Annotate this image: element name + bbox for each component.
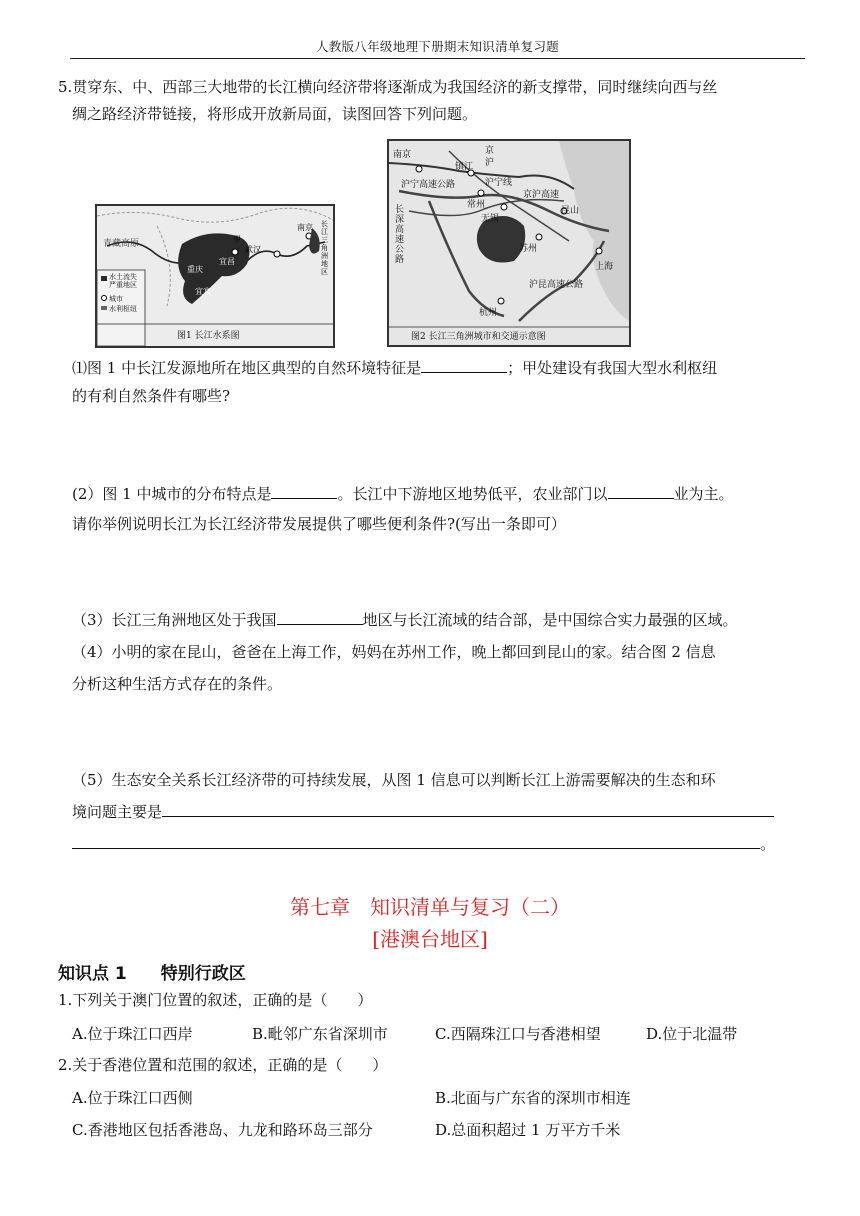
- fig1-legend-dam: 水利枢纽: [109, 305, 137, 313]
- header-divider: [70, 58, 805, 59]
- fig2-label-huning-line: 沪宁线: [485, 178, 513, 188]
- fig2-label-hu: 沪: [485, 158, 495, 168]
- fig1-label-chongqing: 重庆: [187, 265, 203, 274]
- q5s-text-line2: 境问题主要是: [72, 802, 774, 822]
- fig2-label-ningzhen-highway: 沪宁高速公路: [401, 180, 456, 190]
- mc2-option-c[interactable]: C.香港地区包括香港岛、九龙和路环岛三部分: [72, 1121, 373, 1139]
- mc1-stem: 1.下列关于澳门位置的叙述，正确的是（ ）: [58, 991, 373, 1009]
- q2-text-line1: (2）图 1 中城市的分布特点是 。长江中下游地区地势低平，农业部门以 业为主。: [72, 485, 734, 503]
- figure-2-delta-transport-map: [387, 139, 631, 347]
- q3-text: （3）长江三角洲地区处于我国 地区与长江流域的结合部，是中国综合实力最强的区域。: [72, 611, 738, 629]
- fig2-label-hukun-highway: 沪昆高速公路: [529, 280, 584, 290]
- q2-blank-2: [608, 484, 674, 499]
- mc2-stem: 2.关于香港位置和范围的叙述，正确的是（ ）: [58, 1056, 388, 1074]
- fig1-legend-city: 城市: [109, 295, 123, 303]
- mc1-option-d[interactable]: D.位于北温带: [646, 1025, 738, 1043]
- q5s-blank-1: [162, 802, 774, 817]
- fig1-caption: 图1 长江水系图: [177, 331, 240, 341]
- fig2-label-jing: 京: [485, 146, 495, 156]
- mc2-option-a[interactable]: A.位于珠江口西侧: [72, 1089, 193, 1107]
- q5-intro-line2: 绸之路经济带链接，将形成开放新局面，读图回答下列问题。: [72, 105, 478, 123]
- q2-blank-1: [271, 484, 337, 499]
- fig1-label-plateau: 青藏高原: [103, 239, 140, 249]
- q1-text-line1: ⑴图 1 中长江发源地所在地区典型的自然环境特征是 ；甲处建设有我国大型水利枢纽: [72, 359, 718, 377]
- q5s-text-line3: 。: [72, 834, 775, 854]
- fig1-label-yichang: 宜昌: [219, 257, 235, 266]
- fig2-caption: 图2 长江三角洲城市和交通示意图: [411, 332, 546, 342]
- mc1-option-b[interactable]: B.毗邻广东省深圳市: [252, 1025, 388, 1043]
- fig2-label-suzhou: 苏州: [519, 244, 538, 254]
- fig2-label-changzhou: 常州: [467, 200, 486, 210]
- fig1-label-delta: 长江三角洲地区: [321, 220, 328, 276]
- q2-text-line2: 请你举例说明长江为长江经济带发展提供了哪些便利条件?(写出一条即可）: [72, 515, 566, 533]
- q4-text-line1: （4）小明的家在昆山，爸爸在上海工作，妈妈在苏州工作，晚上都回到昆山的家。结合图 2 信息: [72, 643, 716, 661]
- q4-text-line2: 分析这种生活方式存在的条件。: [72, 675, 283, 693]
- q3-blank: [277, 610, 363, 625]
- q1-blank: [421, 358, 507, 373]
- fig2-label-jinghu-highway: 京沪高速: [523, 190, 560, 200]
- fig1-label-jia: 甲: [233, 235, 241, 244]
- figure-1-yangtze-map: [95, 204, 335, 348]
- fig2-label-zhenjiang: 镇江: [455, 162, 474, 172]
- fig2-label-shanghai: 上海: [595, 262, 614, 272]
- mc1-option-a[interactable]: A.位于珠江口西岸: [72, 1025, 193, 1043]
- fig1-label-wuhan: 武汉: [245, 245, 261, 254]
- fig1-label-yibin: 宜宾: [195, 287, 211, 296]
- chapter-title: 第七章 知识清单与复习（二）: [290, 895, 570, 919]
- fig2-label-nanjing: 南京: [393, 150, 412, 160]
- fig2-label-wuxi: 无锡: [481, 214, 500, 224]
- q5-intro-line1: 5.贯穿东、中、西部三大地带的长江横向经济带将逐渐成为我国经济的新支撑带，同时继续向西与丝: [58, 78, 718, 96]
- q5s-text-line1: （5）生态安全关系长江经济带的可持续发展，从图 1 信息可以判断长江上游需要解决的生态和环: [72, 771, 716, 789]
- knowledge-point-heading: 知识点 1 特别行政区: [58, 964, 246, 984]
- q1-text-line2: 的有利自然条件有哪些?: [72, 387, 231, 405]
- mc2-option-d[interactable]: D.总面积超过 1 万平方千米: [435, 1121, 621, 1139]
- q5s-blank-2: [72, 834, 760, 849]
- mc1-option-c[interactable]: C.西隔珠江口与香港相望: [435, 1025, 601, 1043]
- fig2-label-hangzhou: 杭州: [479, 308, 498, 318]
- page-header: 人教版八年级地理下册期末知识清单复习题: [315, 39, 560, 54]
- fig1-label-nanjing: 南京: [297, 223, 313, 232]
- chapter-subtitle: [港澳台地区]: [372, 927, 488, 951]
- fig1-legend-soil-loss: 水土流失严重地区: [109, 273, 137, 289]
- fig2-label-changshen-highway: 长深高速公路: [395, 205, 405, 265]
- fig2-label-kunshan: 昆山: [561, 206, 580, 216]
- mc2-option-b[interactable]: B.北面与广东省的深圳市相连: [435, 1089, 631, 1107]
